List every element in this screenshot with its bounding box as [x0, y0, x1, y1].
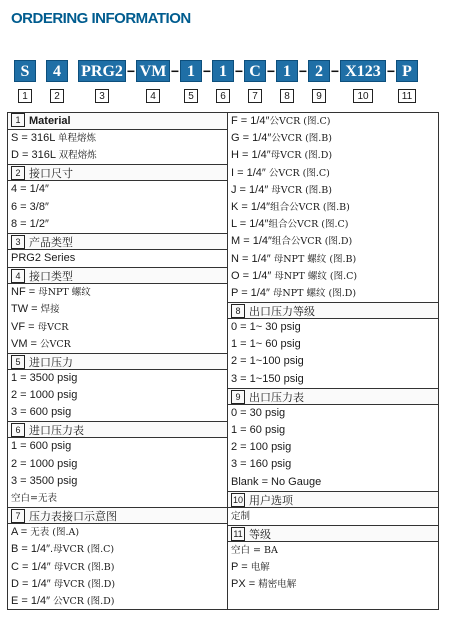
section-number: 3	[11, 235, 25, 249]
option-row: 2 = 1000 psig	[11, 457, 78, 470]
section-number: 8	[231, 304, 245, 318]
code-separator: −	[298, 63, 308, 79]
section-number: 9	[231, 390, 245, 404]
section-number: 6	[11, 423, 25, 437]
position-slot	[78, 89, 126, 103]
section-header	[8, 507, 227, 524]
position-slot	[244, 89, 266, 103]
section-title: 产品类型	[29, 235, 73, 249]
option-row: H = 1/4″母VCR (图.D)	[231, 149, 333, 162]
option-row: 3 = 600 psig	[11, 406, 72, 419]
option-row: 1 = 1~ 60 psig	[231, 338, 301, 351]
section-number: 10	[232, 494, 243, 505]
section-header	[8, 164, 227, 181]
code-segment: 1	[276, 60, 298, 82]
section-header	[228, 525, 438, 542]
section-header	[8, 267, 227, 284]
position-number: 4	[146, 89, 160, 103]
option-row: 空白 = BA	[231, 544, 278, 556]
position-number: 1	[18, 89, 32, 103]
position-numbers	[14, 87, 418, 105]
code-segment: P	[396, 60, 418, 82]
option-row: Blank = No Gauge	[231, 475, 322, 488]
option-row: 6 = 3/8″	[11, 200, 49, 213]
option-row: VF = 母VCR	[11, 320, 69, 333]
position-slot	[308, 89, 330, 103]
section-title: 出口压力等级	[249, 305, 315, 319]
section-number: 4	[11, 269, 25, 283]
code-segment: 1	[180, 60, 202, 82]
option-row: D = 1/4″ 母VCR (图.D)	[11, 577, 116, 590]
position-slot	[136, 89, 170, 103]
option-row: VM = 公VCR	[11, 337, 71, 350]
option-row: 1 = 60 psig	[231, 424, 286, 436]
code-segment: X123	[340, 60, 386, 82]
section-title: 接口尺寸	[29, 167, 73, 181]
ordering-code	[14, 59, 418, 83]
position-slot	[340, 89, 386, 103]
option-row: K = 1/4″组合公VCR (图.B)	[231, 200, 350, 213]
position-slot	[212, 89, 234, 103]
section-header	[228, 302, 438, 319]
section-number: 2	[11, 166, 25, 180]
position-slot	[14, 89, 36, 103]
code-segment: VM	[136, 60, 170, 82]
section-header	[8, 113, 227, 130]
option-row: 2 = 1~100 psig	[231, 355, 304, 368]
option-row: 2 = 1000 psig	[11, 389, 78, 402]
code-segment: 4	[46, 60, 68, 82]
position-slot	[396, 89, 418, 103]
option-row: 0 = 1~ 30 psig	[231, 321, 301, 334]
section-title: 进口压力	[29, 355, 73, 369]
section-number: 11	[231, 527, 245, 541]
position-number: 10	[353, 89, 372, 103]
option-row: C = 1/4″ 母VCR (图.B)	[11, 560, 115, 573]
position-number: 3	[95, 89, 109, 103]
option-row: NF = 母NPT 螺纹	[11, 286, 91, 299]
section-header	[8, 421, 227, 438]
option-row: G = 1/4″公VCR (图.B)	[231, 132, 332, 145]
position-number: 6	[216, 89, 230, 103]
position-slot	[180, 89, 202, 103]
code-segment: 2	[308, 60, 330, 82]
option-row: 1 = 600 psig	[11, 440, 72, 453]
code-separator: −	[330, 63, 340, 79]
option-row: 定制	[231, 510, 251, 522]
section-title: 用户选项	[249, 493, 293, 507]
option-row: 4 = 1/4″	[11, 183, 49, 196]
option-row: L = 1/4″组合公VCR (图.C)	[231, 218, 349, 231]
option-row: 2 = 100 psig	[231, 441, 292, 454]
right-column	[228, 113, 438, 609]
section-header	[8, 233, 227, 250]
section-header	[228, 388, 438, 405]
position-number: 8	[280, 89, 294, 103]
option-row: O = 1/4″ 母NPT 螺纹 (图.C)	[231, 269, 358, 282]
option-row: D = 316L 双程熔炼	[11, 149, 97, 162]
option-row: P = 1/4″ 母NPT 螺纹 (图.D)	[231, 286, 357, 299]
options-table	[7, 112, 439, 610]
section-title: 接口类型	[29, 270, 73, 284]
option-row: 3 = 160 psig	[231, 458, 292, 471]
option-row: TW = 焊接	[11, 303, 60, 316]
option-row: M = 1/4″组合公VCR (图.D)	[231, 235, 353, 248]
position-number: 9	[312, 89, 326, 103]
section-header	[228, 491, 438, 508]
section-title: 进口压力表	[29, 424, 84, 438]
code-segment: PRG2	[78, 60, 126, 82]
position-number: 7	[248, 89, 262, 103]
option-row: P = 电解	[231, 561, 270, 574]
section-header	[8, 353, 227, 370]
option-row: PX = 精密电解	[231, 578, 297, 591]
section-number: 1	[11, 113, 25, 127]
code-separator: −	[234, 63, 244, 79]
section-title: 等级	[249, 527, 271, 541]
option-row: 1 = 3500 psig	[11, 371, 78, 384]
code-separator: −	[202, 63, 212, 79]
page-title: ORDERING INFORMATION	[11, 10, 191, 27]
option-row: I = 1/4″ 公VCR (图.C)	[231, 166, 330, 179]
section-number: 7	[11, 509, 25, 523]
option-row: PRG2 Series	[11, 251, 76, 264]
position-number: 5	[184, 89, 198, 103]
option-row: S = 316L 单程熔炼	[11, 132, 97, 144]
position-slot	[276, 89, 298, 103]
option-row: F = 1/4″公VCR (图.C)	[231, 115, 331, 127]
option-row: 0 = 30 psig	[231, 406, 286, 419]
section-title: 压力表接口示意图	[29, 510, 117, 524]
code-separator: −	[126, 63, 136, 79]
option-row: N = 1/4″ 母NPT 螺纹 (图.B)	[231, 252, 357, 265]
option-row: 3 = 1~150 psig	[231, 372, 304, 385]
option-row: E = 1/4″ 公VCR (图.D)	[11, 594, 115, 607]
code-separator: −	[266, 63, 276, 79]
option-row: J = 1/4″ 母VCR (图.B)	[231, 183, 332, 196]
code-separator: −	[170, 63, 180, 79]
position-number: 2	[50, 89, 64, 103]
position-slot	[46, 89, 68, 103]
section-number: 5	[11, 355, 25, 369]
section-title: 出口压力表	[249, 390, 304, 404]
left-column	[8, 113, 227, 609]
code-separator: −	[386, 63, 396, 79]
option-row: 8 = 1/2″	[11, 217, 49, 230]
position-number: 11	[398, 89, 416, 103]
option-row: B = 1/4″.母VCR (图.C)	[11, 543, 115, 556]
section-title: Material	[29, 115, 71, 127]
code-segment: C	[244, 60, 266, 82]
code-segment: S	[14, 60, 36, 82]
option-row: 空白=无表	[11, 493, 57, 504]
code-segment: 1	[212, 60, 234, 82]
option-row: A = 无表 (图.A)	[11, 526, 80, 539]
option-row: 3 = 3500 psig	[11, 474, 78, 487]
